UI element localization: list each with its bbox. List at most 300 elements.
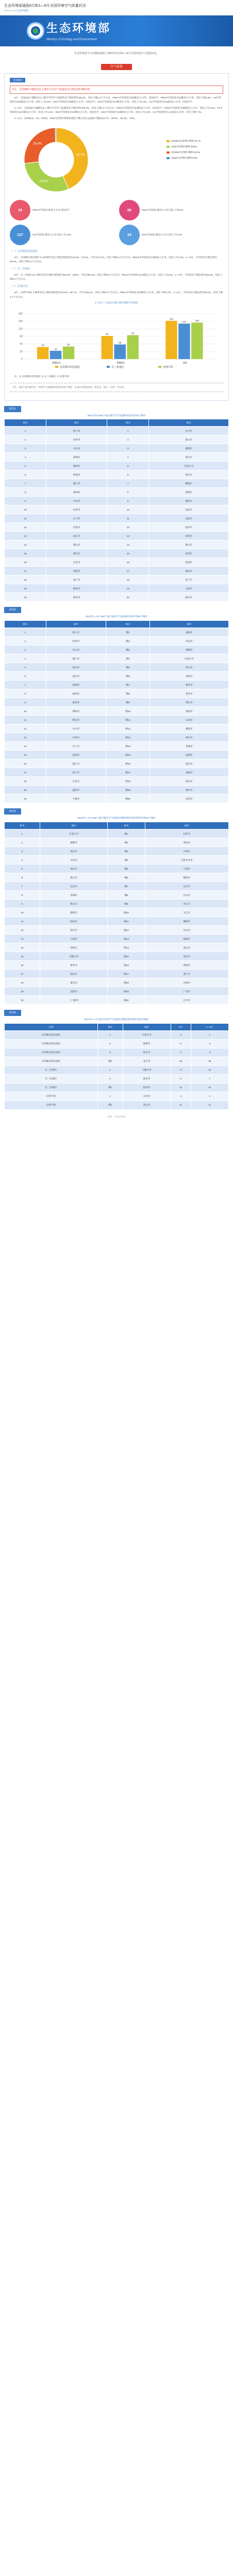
table-cell: 5 [5, 663, 46, 672]
legend-swatch [167, 157, 170, 159]
table-row [5, 865, 229, 873]
table-cell: 吕梁市 [40, 935, 108, 943]
table-cell: 石家庄市 [40, 829, 108, 838]
table-row [5, 698, 229, 707]
table-row [5, 1031, 229, 1040]
table-cell: 舟山市 [46, 646, 106, 654]
table-cell: 晋城市 [40, 891, 108, 900]
table-row [5, 549, 229, 558]
table-cell: 19 [107, 584, 149, 593]
x-tick-label: O3 [182, 362, 187, 365]
bar-value-label: 33 [54, 348, 57, 351]
pie-slice-label: 29.5% [39, 180, 48, 183]
table-cell: 京津冀及周边地区 [5, 1057, 98, 1066]
table-cell: 3 [97, 1048, 123, 1057]
table-cell: 惠州市 [46, 698, 106, 707]
table-cell: 广安市 [145, 987, 228, 996]
table-cell: 倒10 [106, 707, 150, 716]
table-row [5, 856, 229, 865]
table-cell: 自贡市 [145, 891, 228, 900]
table-cell: 长三角地区 [5, 1075, 98, 1083]
table-cell: 鹤壁市 [149, 724, 228, 733]
indicator-item [119, 200, 223, 221]
table-cell: 厦门市 [46, 654, 106, 663]
table-cell: 唐山市 [149, 663, 228, 672]
paragraph-csj: 6月，长三角地区41个城市优良天数比例范围为50.0%～100%，平均为80.3%，同比下降6.6个百分点。PM2.5平均浓度为21微克/立方米，同比上升5.0%。1—6月，平均优良天数比例为83.3%，同比下降0.8个百分点。 [10, 274, 223, 281]
table-cell: 6 [171, 1075, 191, 1083]
table-cell: 珠海市 [46, 707, 106, 716]
table-row [5, 943, 229, 952]
table-cell: 16 [107, 558, 149, 567]
table-cell: 江门市 [46, 514, 107, 523]
table-row [5, 532, 229, 540]
y-tick-label: 0 [21, 358, 23, 361]
table-cell: 5 [107, 462, 149, 470]
table-row [5, 523, 229, 532]
table-cell: 北京市 [123, 1057, 171, 1066]
article-date: 2021-07-16 [4, 9, 16, 12]
table-row [5, 794, 229, 803]
table-row [5, 707, 229, 716]
table-cell: 马鞍山市 [123, 1066, 171, 1075]
column-header: 排名 [107, 419, 149, 427]
table-row [5, 847, 229, 856]
table-cell: 1 [5, 829, 40, 838]
table-cell: 倒19 [106, 786, 150, 794]
column-header: 城市 [46, 419, 107, 427]
table-cell: 聊城市 [149, 479, 229, 488]
table-cell: 临汾市 [40, 970, 108, 978]
table-cell: 临汾市 [149, 759, 228, 768]
table-cell: 唐山市 [149, 435, 229, 444]
table-cell: 邯郸市 [123, 1040, 171, 1048]
table-cell: 遂宁市 [145, 970, 228, 978]
table-cell: 倒19 [108, 987, 145, 996]
table-cell: 马鞍山市 [40, 952, 108, 961]
table-cell: 宁德市 [46, 794, 106, 803]
table-cell: 拉萨市 [46, 637, 106, 646]
table-cell: 阳泉市 [149, 777, 228, 786]
legend-label: 汾渭平原 [163, 366, 174, 369]
table-cell: 中山市 [46, 497, 107, 505]
table-cell: 倒11 [106, 716, 150, 724]
indicator-item [10, 200, 114, 221]
table-cell: 邯郸市 [40, 838, 108, 847]
table-cell: 17 [5, 768, 46, 777]
table-row [5, 961, 229, 970]
table-row [5, 1092, 229, 1101]
table-row [5, 427, 229, 435]
legend-label: 以PM2.5为首要污染物 43.7% [171, 140, 201, 143]
pie-chart [20, 124, 92, 196]
rank-tag-3: 附表3 [4, 808, 21, 815]
table-cell: 石家庄市 [149, 654, 228, 663]
table-row [5, 470, 229, 479]
table-cell: 25 [171, 1057, 191, 1066]
table-cell: 济宁市 [149, 575, 229, 584]
table-row [5, 1040, 229, 1048]
table-cell: 肇庆市 [46, 549, 107, 558]
table-cell: 1 [97, 1092, 123, 1101]
table-cell: 雅安市 [46, 716, 106, 724]
table-row [5, 1075, 229, 1083]
column-header: 1—6月 [191, 1024, 228, 1031]
table-row [5, 488, 229, 497]
table-cell: 倒7 [106, 681, 150, 689]
pie-slice [55, 128, 56, 142]
table-row [5, 584, 229, 593]
table-cell: 长治市 [123, 1092, 171, 1101]
table-cell: 倒5 [106, 663, 150, 672]
table-cell: 太原市 [40, 856, 108, 865]
table-cell: 12 [107, 523, 149, 532]
table-cell: 4 [5, 654, 46, 663]
table-cell: 倒7 [108, 882, 145, 891]
banner-subtitle: Ministry of Ecology and Environment [46, 38, 97, 41]
bar [191, 323, 203, 360]
table-cell: 邢台市 [149, 698, 228, 707]
table-cell: 倒9 [108, 900, 145, 908]
table-cell: 3 [171, 1031, 191, 1040]
table-cell: 1 [97, 1031, 123, 1040]
table-row [5, 996, 229, 1005]
bar-value-label: 92 [106, 333, 109, 336]
table-cell: 20 [107, 593, 149, 602]
table-cell: 4 [5, 453, 46, 462]
table-cell: 18 [5, 978, 40, 987]
table-cell: 安阳市 [40, 987, 108, 996]
subsection-csj: （二）长三角地区 [10, 267, 31, 271]
legend-label: 京津冀及周边地区 [60, 366, 81, 369]
table-cell: 4 [107, 453, 149, 462]
table-cell: 海口市 [46, 628, 106, 637]
table-cell: 19 [5, 786, 46, 794]
table-cell: 唐山市 [40, 873, 108, 882]
table-row [5, 777, 229, 786]
table-cell: 汾渭平原 [5, 1101, 98, 1110]
subsection-fw: （三）汾渭平原 [10, 285, 28, 289]
bar-chart-container [10, 309, 223, 370]
table-cell: 柳州市 [46, 584, 107, 593]
table-cell: 2 [171, 1048, 191, 1057]
table-row [5, 540, 229, 549]
table-cell: 倒16 [108, 961, 145, 970]
table-row [5, 724, 229, 733]
legend-item [167, 150, 223, 154]
table-cell: 11 [191, 1101, 228, 1110]
table-cell: 福州市 [46, 488, 107, 497]
table-cell: 18 [107, 575, 149, 584]
table-cell: 9 [5, 698, 46, 707]
table-row [5, 654, 229, 663]
table-cell: 倒3 [106, 646, 150, 654]
table-cell: 惠州市 [46, 462, 107, 470]
table-cell: 海口市 [46, 427, 107, 435]
table-cell: 菏泽市 [149, 505, 229, 514]
table-cell: 2 [191, 1040, 228, 1048]
legend-swatch [167, 151, 170, 154]
legend-label: 以PM10为首要污染物 26.4% [171, 151, 200, 154]
table-cell: 长三角地区 [5, 1066, 98, 1075]
table-cell: 11 [5, 917, 40, 926]
bar [178, 324, 190, 359]
table-cell: 倒4 [108, 856, 145, 865]
table-row [5, 908, 229, 917]
table-cell: 阳泉市 [40, 917, 108, 926]
table-cell: 8 [5, 891, 40, 900]
rank-table-1 [4, 419, 229, 602]
table-row [5, 646, 229, 654]
table-cell: 石家庄市 [149, 462, 229, 470]
table-cell: 10 [107, 505, 149, 514]
table-cell: 黄冈市 [145, 838, 228, 847]
table-cell: 12 [171, 1083, 191, 1092]
table-cell: 3 [5, 444, 46, 453]
legend-item [167, 145, 223, 148]
rank-caption-3: 2021年1—6月168个重点城市空气质量改善幅度相对较好和较差的20个城市 [77, 817, 156, 820]
table-cell: 咸阳市 [149, 628, 228, 637]
table-cell: 11 [5, 514, 46, 523]
table-row [5, 759, 229, 768]
table-cell: 雅安市 [46, 593, 107, 602]
air-quality-panel [4, 73, 229, 401]
table-row [5, 952, 229, 961]
table-row [5, 444, 229, 453]
indicator-value: 66 [119, 200, 140, 221]
ministry-emblem-icon [27, 22, 44, 40]
rank-section-1 [4, 406, 229, 602]
x-tick-label: PM10 [116, 362, 125, 365]
rank-caption-1: 2021年6月168个重点城市空气质量相对较好的20个城市 [87, 414, 146, 417]
paragraph-jjj: 6月，京津冀及周边地区“2+26”城市优良天数比例范围为30.0%～70.0%，平均为47.0%，同比下降11.3个百分点。PM2.5平均浓度为31微克/立方米，同比上升3.3%。1—6月，平均优良天数比例为55.6%，同比下降3.2个百分点。 [10, 256, 217, 263]
table-cell: 台州市 [46, 733, 106, 742]
table-row [5, 970, 229, 978]
table-cell: 倒17 [106, 768, 150, 777]
table-cell: 沧州市 [149, 549, 229, 558]
rank-table-4 [4, 1023, 229, 1110]
table-cell: 2 [5, 838, 40, 847]
column-header: 排名 [106, 621, 150, 628]
bar [127, 335, 138, 359]
y-tick-label: 120 [18, 328, 23, 331]
table-cell: 倒15 [108, 952, 145, 961]
table-cell: 5 [5, 462, 46, 470]
table-row [5, 689, 229, 698]
table-cell: 2 [97, 1075, 123, 1083]
table-cell: 倒1 [97, 1057, 123, 1066]
table-cell: 德州市 [149, 497, 229, 505]
table-cell: 江门市 [46, 742, 106, 751]
column-header: 排名 [108, 822, 145, 829]
table-cell: 佛山市 [46, 540, 107, 549]
table-cell: 菏泽市 [149, 794, 228, 803]
indicator-caption: O3平均浓度 微克/立方米 同比上升1.5% [32, 233, 71, 236]
table-header-row [5, 822, 229, 829]
legend-swatch [167, 146, 170, 148]
table-cell: 东莞市 [46, 777, 106, 786]
table-cell: 17 [107, 567, 149, 575]
highlight-text: 6月，全国339个地级及以上城市平均空气质量优良天数比例为86.5% [12, 88, 90, 92]
table-cell: 贵阳市 [46, 751, 106, 759]
table-cell: 温州市 [46, 786, 106, 794]
column-header: 排名 [5, 822, 40, 829]
table-cell: 保定市 [149, 733, 228, 742]
table-cell: 倒14 [108, 943, 145, 952]
table-cell: 衡水市 [149, 786, 228, 794]
table-cell: 厦门市 [46, 479, 107, 488]
table-cell: 倒3 [108, 847, 145, 856]
table-cell: 东莞市 [46, 558, 107, 567]
y-tick-label: 180 [18, 312, 23, 316]
table-cell: 1 [97, 1066, 123, 1075]
table-row [5, 593, 229, 602]
table-cell: 倒17 [108, 970, 145, 978]
table-cell: 长三角地区 [5, 1083, 98, 1092]
table-cell: 倒9 [106, 698, 150, 707]
table-cell: 9 [171, 1066, 191, 1075]
table-row [5, 751, 229, 759]
table-cell: 倒1 [97, 1101, 123, 1110]
table-cell: 新乡市 [40, 961, 108, 970]
table-cell: 倒11 [108, 917, 145, 926]
table-cell: 洛阳市 [149, 768, 228, 777]
column-header: 排名 [5, 419, 46, 427]
table-cell: 41 [191, 1083, 228, 1092]
table-cell: 15 [5, 751, 46, 759]
table-cell: 西安市 [123, 1101, 171, 1110]
chart-note: 注：① 京津冀及周边地区 ② 长三角地区 ③ 汾渭平原 [14, 375, 70, 378]
bar-value-label: 145 [195, 319, 199, 323]
pie-caption: 1—6月，以PM2.5、O3、PM10、NO2为首要污染物的超标天数分别占总超标天数的43.7%、29.5%、26.4%、0.5%。 [14, 117, 137, 120]
legend-item [167, 156, 223, 160]
table-cell: 13 [107, 532, 149, 540]
bar [114, 345, 126, 359]
legend-swatch [158, 366, 161, 368]
table-row [5, 479, 229, 488]
article-source[interactable]: 生态环境部 [16, 9, 28, 12]
table-cell: 18 [5, 575, 46, 584]
column-header: 城市 [40, 822, 108, 829]
table-row [5, 435, 229, 444]
table-cell: 京津冀及周边地区 [5, 1040, 98, 1048]
table-row [5, 462, 229, 470]
table-cell: 19 [5, 584, 46, 593]
table-cell: 深圳市 [46, 453, 107, 462]
bar-value-label: 152 [169, 318, 174, 321]
pie-chart-container [10, 124, 223, 196]
indicator-item [119, 225, 223, 245]
table-cell: 倒16 [106, 759, 150, 768]
table-cell: 15 [5, 549, 46, 558]
table-cell: 3 [5, 646, 46, 654]
table-cell: 淄博市 [149, 751, 228, 759]
table-cell: 滨州市 [149, 532, 229, 540]
table-cell: 12 [191, 1066, 228, 1075]
table-cell: 衡水市 [40, 900, 108, 908]
table-cell: 济南市 [149, 558, 229, 567]
table-cell: 15 [5, 952, 40, 961]
y-tick-label: 90 [20, 335, 23, 338]
y-tick-label: 30 [20, 350, 23, 354]
table-cell: 乌鲁木齐市 [145, 856, 228, 865]
table-cell: 15 [107, 549, 149, 558]
column-header: 排名 [5, 621, 46, 628]
table-row [5, 575, 229, 584]
table-cell: 19 [5, 987, 40, 996]
rank-section-4 [4, 1010, 229, 1110]
table-cell: 焦作市 [149, 689, 228, 698]
bar-value-label: 141 [182, 320, 187, 324]
table-cell: 南宁市 [46, 575, 107, 584]
table-cell: 12 [5, 523, 46, 532]
bar-value-label: 58 [119, 342, 122, 345]
table-row [5, 882, 229, 891]
table-cell: 倒12 [108, 926, 145, 935]
table-cell: 渭南市 [149, 707, 228, 716]
table-cell: 邯郸市 [149, 444, 229, 453]
table-cell: 1 [5, 427, 46, 435]
pie-slice-label: 26.4% [33, 143, 42, 146]
table-cell: 巴中市 [145, 996, 228, 1005]
paragraph-h1: 1—6月，全国339个地级及以上城市平均空气质量优良天数比例为84.3%，同比下降1.5个百分点；PM2.5平均浓度为34微克/立方米，同比持平；PM10平均浓度为66微克/立方米，同比上升8.2%；O3平均浓度为137微克/立方米，同比上升1.5%；SO2平均浓度为10微克/立方米，同比持平；NO2平均浓度为24微克/立方米，同比上升4.3%；CO平均浓度为1.2毫克/立方米，同比下降7.7%。 [10, 107, 223, 114]
table-cell: 13 [5, 532, 46, 540]
table-cell: 淄博市 [149, 488, 229, 497]
table-cell: 保定市 [149, 470, 229, 479]
table-cell: 倒2 [108, 838, 145, 847]
article-meta [4, 9, 229, 12]
table-cell: 内江市 [145, 900, 228, 908]
table-cell: 廊坊市 [149, 567, 229, 575]
bar-value-label: 95 [131, 332, 135, 335]
legend-label: 以NO2为首要污染物 0.5% [171, 157, 197, 160]
column-header: 城市 [123, 1024, 171, 1031]
table-cell: 2 [5, 637, 46, 646]
table-row [5, 917, 229, 926]
table-cell: 汾渭平原 [5, 1092, 98, 1101]
table-cell: 邢台市 [149, 453, 229, 462]
pie-legend [167, 139, 223, 162]
table-row [5, 987, 229, 996]
table-cell: 8 [107, 488, 149, 497]
y-tick-label: 150 [18, 320, 23, 324]
table-cell: 倒8 [108, 891, 145, 900]
table-cell: 倒1 [106, 628, 150, 637]
table-row [5, 786, 229, 794]
table-cell: 衡水市 [149, 540, 229, 549]
table-cell: 倒20 [108, 996, 145, 1005]
table-row [5, 900, 229, 908]
bar [50, 351, 61, 359]
table-cell: 7 [107, 479, 149, 488]
table-cell: 3 [107, 444, 149, 453]
table-cell: 三门峡市 [40, 996, 108, 1005]
table-cell: 南宁市 [46, 768, 106, 777]
table-cell: 眉山市 [145, 943, 228, 952]
table-cell: 11 [5, 716, 46, 724]
table-cell: 14 [107, 540, 149, 549]
table-cell: 中山市 [46, 724, 106, 733]
table-cell: 昆明市 [46, 523, 107, 532]
table-row [5, 742, 229, 751]
table-cell: 4 [5, 856, 40, 865]
rank-section-3 [4, 808, 229, 1005]
table-cell: 倒6 [108, 873, 145, 882]
table-row [5, 926, 229, 935]
table-cell: 17 [5, 567, 46, 575]
indicator-caption: NO2平均浓度 微克/立方米 同比上升4.3% [142, 233, 182, 236]
table-cell: 倒1 [97, 1083, 123, 1092]
table-row [5, 733, 229, 742]
